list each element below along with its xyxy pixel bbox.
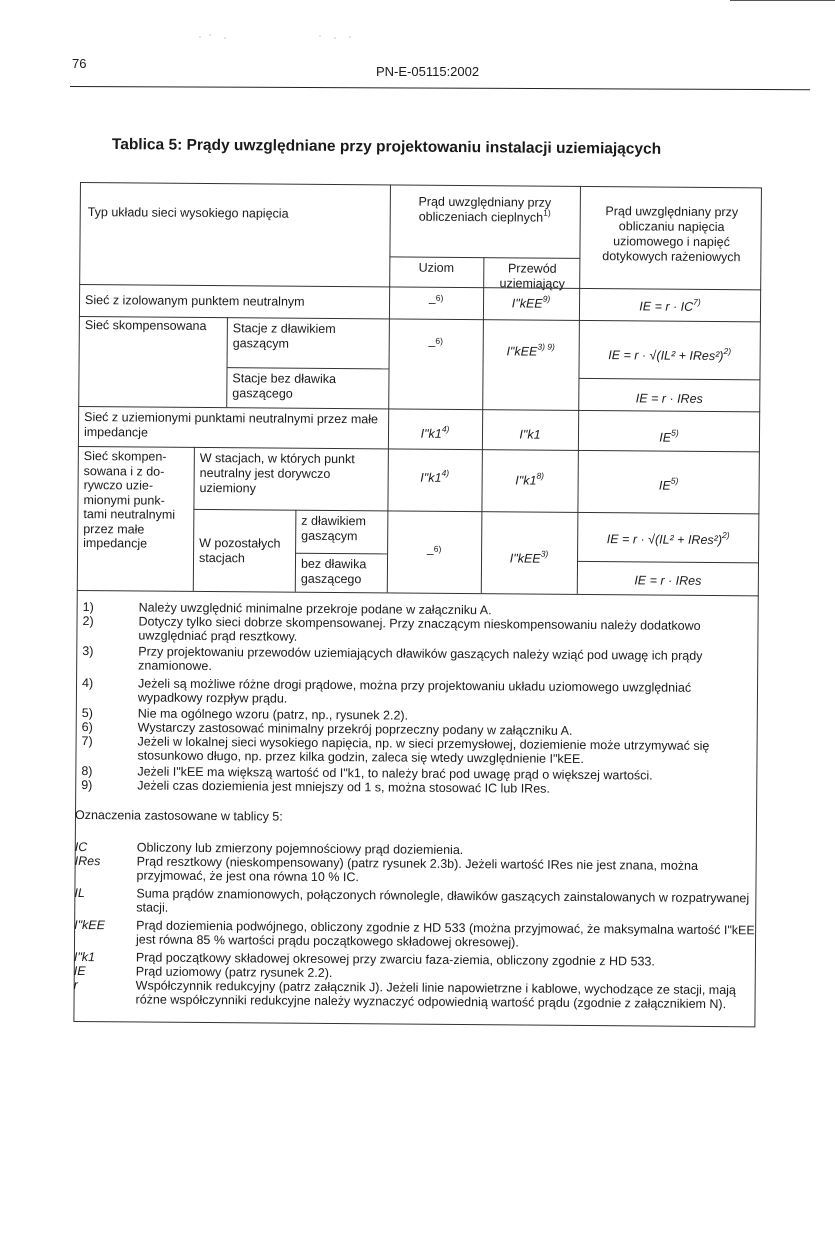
footnote-text: Przy projektowaniu przewodów uziemiających dławików gaszących należy wziąć pod uwagę ich prądy znamionowe.	[138, 644, 703, 674]
row4b1-voltage	[577, 532, 759, 549]
row4a-przewod	[482, 470, 578, 490]
footnote-num: 1)	[82, 600, 94, 615]
row3-label: Sieć z uziemionymi punktami neutralnymi przez małe impedancje	[83, 410, 379, 440]
footnote-num: 4)	[81, 676, 94, 691]
legend-symbol: r	[73, 977, 78, 993]
row2a-voltage-ref: 2)	[723, 346, 732, 357]
row1-label: Sieć z izolowanym punktem neutralnym	[85, 293, 305, 309]
header-thermal-label: Prąd uwzględniany przy obliczeniach cieplnych	[418, 194, 552, 225]
footnote-text: Jeżeli I"kEE ma większą wartość od I"k1, to należy brać pod uwagę prąd o większej wartości.	[137, 764, 653, 783]
row3-voltage-ref: 5)	[671, 427, 679, 438]
footnote-num: 5)	[81, 706, 93, 721]
row4b1-label: z dławikiem gaszącym	[301, 513, 366, 544]
row3-uziom-value: I"k1	[420, 426, 442, 441]
row4a-uziom-ref: 4)	[441, 467, 450, 478]
row4-label-line: tami neutralnymi	[83, 507, 176, 522]
footnote-text: Jeżeli w lokalnej sieci wysokiego napięcia, np. w sieci przemysłowej, doziemienie może utrzymywać się stosunkowo długo, np. przez kilka godzin, zaleca się wtedy uwzględnienie I"kEE.	[137, 734, 710, 766]
row4-label-line: mionymi punk-	[83, 492, 165, 508]
row4a-voltage-value: IE	[658, 478, 671, 493]
legend-text: Suma prądów znamionowych, połączonych równolegle, dławików gaszących zainstalowanych w rozpatrywanej stacji.	[136, 886, 750, 915]
footnote-text: Jeżeli czas doziemienia jest mniejszy od 1 s, można stosować IC lub IRes.	[137, 778, 550, 796]
row4b2-voltage: IE = r · IRes	[634, 573, 702, 588]
row2b-label: Stacje bez dławika gaszącego	[232, 371, 337, 401]
row4-label-line: Sieć skompen-	[83, 449, 167, 464]
legend-symbol: IRes	[74, 853, 101, 869]
row4a-przewod-value: I"k1	[515, 473, 537, 488]
footnote-num: 8)	[81, 764, 93, 779]
row4b-uziom-ref: 6)	[433, 543, 442, 554]
row2a-label: Stacje z dławikiem gaszącym	[232, 321, 336, 351]
header-type: Typ układu sieci wysokiego napięcia	[87, 205, 289, 221]
row4b-uziom-value: –	[426, 546, 434, 561]
row4a-voltage-ref: 5)	[670, 475, 679, 486]
header-thermal	[392, 194, 578, 226]
row3-uziom-ref: 4)	[441, 423, 450, 434]
row1-uziom	[389, 292, 483, 312]
row4-label-line: sowana i z do-	[83, 463, 165, 479]
row2-przewod-ref: 3) 9)	[537, 341, 555, 352]
footnote-num: 7)	[81, 734, 93, 749]
row1-uziom-value: –	[428, 295, 436, 310]
header-przewod: Przewód uziemiający	[499, 261, 565, 291]
footnote-text: Jeżeli są możliwe różne drogi prądowe, można przy projektowaniu układu uziomowego uwzględniać wypadkowy rozpływ prądu.	[137, 676, 692, 706]
row2-uziom	[389, 335, 483, 355]
row4b-label: W pozostałych stacjach	[198, 535, 281, 566]
row3-uziom	[388, 423, 482, 443]
row4a-voltage	[578, 475, 760, 495]
row1-przewod-ref: 9)	[542, 293, 551, 304]
footnote-text: Nie ma ogólnego wzoru (patrz, np., rysunek 2.2).	[137, 706, 409, 723]
legend-text: Obliczony lub zmierzony pojemnościowy prąd doziemienia.	[136, 840, 464, 858]
legend-text: Współczynnik redukcyjny (patrz załącznik J). Jeżeli linie napowietrzne i kablowe, wychodzące ze stacji, mają różne współczynniki redukcyjne należy wyznaczyć odpowiednią wartość prądu (zgodnie z załącznikiem N).	[135, 978, 736, 1012]
legend-symbol: I"kEE	[74, 917, 106, 933]
header-thermal-ref: 1)	[543, 207, 551, 218]
row4-label-line: rywczo uzie-	[83, 478, 154, 493]
row3-voltage-value: IE	[659, 430, 672, 445]
row4b1-voltage-value: IE = r · √(IL² + IRes²)	[606, 532, 723, 548]
row4a-przewod-ref: 8)	[536, 470, 545, 481]
row2-przewod	[483, 341, 579, 361]
footnote-num: 9)	[81, 778, 93, 793]
row1-przewod-value: I"kEE	[511, 296, 543, 311]
row4b2-label: bez dławika gaszącego	[300, 556, 367, 587]
legend-symbol: I"k1	[73, 949, 96, 965]
row4b-przewod-ref: 3)	[540, 548, 549, 559]
row3-voltage	[578, 427, 760, 447]
legend-text: Prąd uziomowy (patrz rysunek 2.2).	[135, 964, 333, 981]
row1-voltage-value: IE = r · IC	[639, 299, 694, 314]
footnote-num: 2)	[82, 614, 94, 629]
row2-label: Sieć skompensowana	[84, 318, 207, 333]
header-voltage: Prąd uwzględniany przy obliczaniu napięcia uziomowego i napięć dotykowych rażeniowych	[602, 204, 741, 265]
row4a-label: W stacjach, w których punkt neutralny jest dorywczo uziemiony	[199, 450, 355, 496]
row4a-uziom-value: I"k1	[420, 470, 442, 485]
page-number: 76	[72, 56, 87, 71]
legend-text: Prąd doziemienia podwójnego, obliczony zgodnie z HD 533 (można przyjmować, że maksymalna wartość I"kEE jest równa 85 % wartości prądu początkowego składowej okresowej).	[135, 918, 755, 950]
row4a-uziom	[388, 467, 482, 487]
standard-id: PN-E-05115:2002	[376, 64, 480, 79]
legend-symbol: IC	[74, 839, 88, 855]
top-edge-line	[730, 0, 835, 1]
footnote-num: 3)	[82, 644, 94, 659]
legend-title: Oznaczenia zastosowane w tablicy 5:	[74, 807, 283, 824]
footnote-text: Dotyczy tylko sieci dobrze skompensowanej. Przy znaczącym nieskompensowaniu należy dodatkowo uwzględniać prąd resztkowy.	[138, 614, 701, 644]
row4b-uziom	[387, 543, 481, 563]
row1-uziom-ref: 6)	[435, 292, 444, 303]
row4b-przewod	[481, 548, 577, 568]
row4-label	[83, 449, 192, 551]
legend-symbol: IL	[74, 885, 85, 901]
row3-przewod: I"k1	[519, 427, 541, 442]
row4-label-line: impedancje	[83, 536, 148, 551]
row2b-voltage: IE = r · IRes	[635, 391, 703, 406]
footnote-text: Należy uwzględnić minimalne przekroje podane w załączniku A.	[138, 600, 492, 618]
row4-label-line: przez małe	[83, 521, 145, 537]
row2-przewod-value: I"kEE	[506, 344, 538, 359]
table-title: Tablica 5: Prądy uwzględniane przy projektowaniu instalacji uziemiających	[111, 136, 662, 158]
header-uziom: Uziom	[418, 260, 455, 275]
legend-text: Prąd początkowy składowej okresowej przy zwarciu faza-ziemia, obliczony zgodnie z HD 533.	[135, 950, 655, 969]
footnote-num: 6)	[81, 720, 93, 735]
row4b1-voltage-ref: 2)	[722, 530, 730, 541]
row1-voltage	[579, 296, 761, 316]
legend-text: Prąd resztkowy (nieskompensowany) (patrz rysunek 2.3b). Jeżeli wartość IRes nie jest znana, można przyjmować, że jest ona równa 10 % IC.	[136, 854, 699, 885]
row4b-przewod-value: I"kEE	[509, 551, 541, 566]
legend-symbol: IE	[73, 963, 86, 979]
row1-voltage-ref: 7)	[693, 296, 701, 307]
row2a-voltage	[579, 348, 761, 365]
footnote-text: Wystarczy zastosować minimalny przekrój poprzeczny podany w załączniku A.	[137, 720, 573, 738]
row2-uziom-value: –	[428, 338, 436, 353]
row1-przewod	[483, 293, 579, 313]
row2-uziom-ref: 6)	[435, 335, 444, 346]
row2a-voltage-value: IE = r · √(IL² + IRes²)	[608, 348, 724, 364]
